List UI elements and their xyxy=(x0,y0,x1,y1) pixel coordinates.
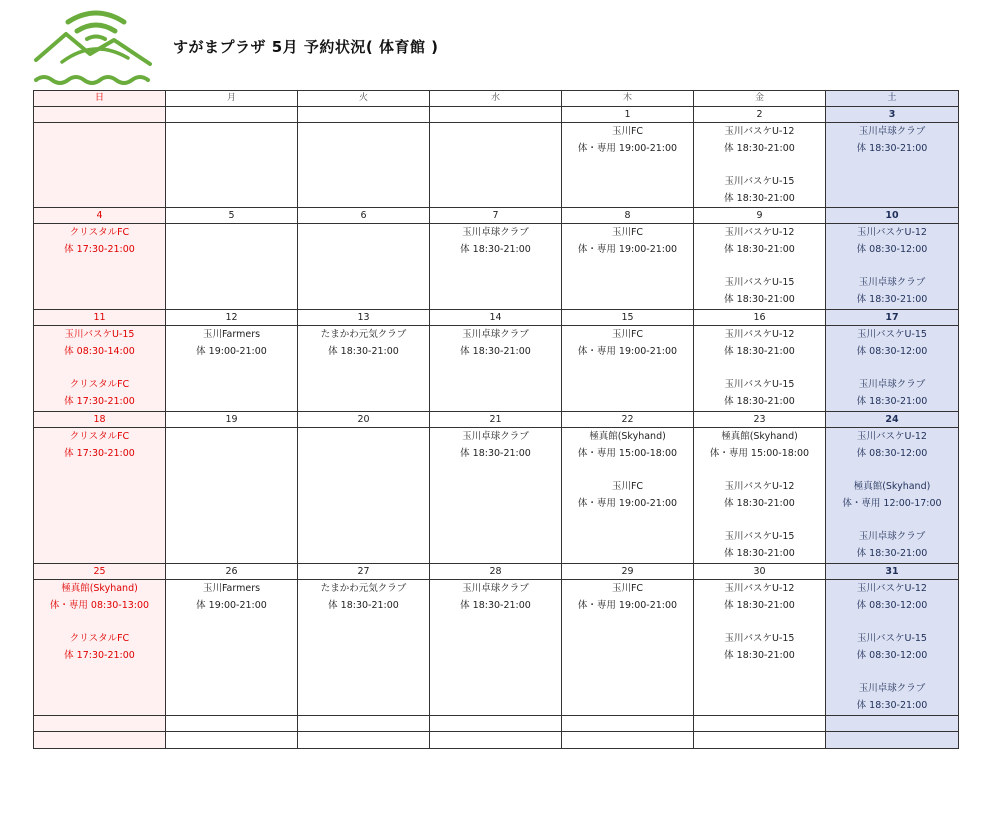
reservation-time: 体 08:30-12:00 xyxy=(856,346,928,357)
day-cell xyxy=(694,326,826,412)
day-cell xyxy=(430,732,562,749)
reservation-time: 体 17:30-21:00 xyxy=(64,396,135,407)
day-number: 3 xyxy=(826,107,959,123)
entry-spacer xyxy=(826,462,958,478)
day-cell xyxy=(166,123,298,208)
reservation-time: 体 18:30-21:00 xyxy=(724,294,795,305)
reservation-group: 玉川バスケU-12 xyxy=(724,227,795,238)
day-cell xyxy=(166,580,298,716)
reservation-time: 体 18:30-21:00 xyxy=(724,346,795,357)
reservation-time: 体・専用 19:00-21:00 xyxy=(577,143,678,154)
day-cell xyxy=(430,428,562,564)
day-number: 14 xyxy=(430,310,562,326)
day-cell xyxy=(826,732,959,749)
reservation-time: 体 17:30-21:00 xyxy=(64,448,135,459)
day-cell xyxy=(34,326,166,412)
weekday-header: 日 xyxy=(34,91,166,107)
date-number-row xyxy=(34,107,959,123)
reservation-time: 体 19:00-21:00 xyxy=(196,346,267,357)
reservation-time: 体 08:30-12:00 xyxy=(856,600,928,611)
day-number: 8 xyxy=(562,208,694,224)
reservation-time: 体 08:30-12:00 xyxy=(856,650,928,661)
reservation-group: クリスタルFC xyxy=(69,431,130,442)
date-number-row xyxy=(34,310,959,326)
day-number: 29 xyxy=(562,564,694,580)
day-number: 5 xyxy=(166,208,298,224)
day-cell xyxy=(166,326,298,412)
reservation-group: 玉川卓球クラブ xyxy=(858,277,926,288)
reservation-group: 玉川FC xyxy=(611,583,644,594)
day-number: 26 xyxy=(166,564,298,580)
reservation-time: 体 18:30-21:00 xyxy=(460,600,531,611)
reservation-row xyxy=(34,224,959,310)
reservation-group: 玉川卓球クラブ xyxy=(858,379,926,390)
weekday-header: 水 xyxy=(430,91,562,107)
reservation-time: 体 18:30-21:00 xyxy=(724,548,795,559)
reservation-time: 体 08:30-12:00 xyxy=(856,244,928,255)
weekday-header-row xyxy=(34,91,959,107)
date-number-row xyxy=(34,412,959,428)
reservation-group: 玉川バスケU-15 xyxy=(724,633,795,644)
day-number: 23 xyxy=(694,412,826,428)
day-cell xyxy=(34,732,166,749)
calendar-body xyxy=(34,107,959,749)
reservation-group: 玉川バスケU-15 xyxy=(724,277,795,288)
day-number: 21 xyxy=(430,412,562,428)
day-cell xyxy=(166,732,298,749)
day-cell xyxy=(562,732,694,749)
day-cell xyxy=(694,224,826,310)
day-cell xyxy=(298,224,430,310)
day-number: 12 xyxy=(166,310,298,326)
day-cell xyxy=(166,224,298,310)
plaza-logo xyxy=(32,8,156,90)
day-cell xyxy=(298,580,430,716)
entry-spacer xyxy=(562,462,693,478)
reservation-group: 玉川バスケU-12 xyxy=(724,126,795,137)
day-number: 19 xyxy=(166,412,298,428)
reservation-group: 玉川卓球クラブ xyxy=(462,329,529,340)
reservation-time: 体 17:30-21:00 xyxy=(64,244,135,255)
day-number: 20 xyxy=(298,412,430,428)
day-cell xyxy=(826,580,959,716)
reservation-group: 玉川FC xyxy=(611,329,644,340)
day-cell xyxy=(562,580,694,716)
reservation-time: 体 18:30-21:00 xyxy=(856,294,928,305)
reservation-group: 玉川Farmers xyxy=(202,583,261,594)
reservation-time: 体 18:30-21:00 xyxy=(724,396,795,407)
day-cell xyxy=(826,326,959,412)
reservation-time: 体 18:30-21:00 xyxy=(724,244,795,255)
reservation-group: 玉川バスケU-15 xyxy=(64,329,135,340)
day-number xyxy=(166,716,298,732)
reservation-group: 玉川バスケU-15 xyxy=(857,633,927,644)
reservation-group: 玉川卓球クラブ xyxy=(462,431,529,442)
day-cell xyxy=(430,123,562,208)
day-number: 31 xyxy=(826,564,959,580)
page-title: すがまプラザ 5月 予約状況( 体育館 ) xyxy=(173,38,439,56)
day-cell xyxy=(166,428,298,564)
day-cell xyxy=(34,224,166,310)
reservation-time: 体 18:30-21:00 xyxy=(856,700,928,711)
reservation-time: 体 18:30-21:00 xyxy=(856,396,928,407)
day-number: 24 xyxy=(826,412,959,428)
entry-spacer xyxy=(826,664,958,680)
day-number: 15 xyxy=(562,310,694,326)
entry-spacer xyxy=(34,360,165,376)
day-number: 7 xyxy=(430,208,562,224)
reservation-time: 体・専用 15:00-18:00 xyxy=(577,448,678,459)
reservation-group: 玉川バスケU-15 xyxy=(857,329,927,340)
reservation-group: クリスタルFC xyxy=(69,633,130,644)
entry-spacer xyxy=(694,512,825,528)
weekday-header: 木 xyxy=(562,91,694,107)
day-cell xyxy=(826,123,959,208)
reservation-time: 体 19:00-21:00 xyxy=(196,600,267,611)
day-number: 18 xyxy=(34,412,166,428)
reservation-time: 体・専用 08:30-13:00 xyxy=(49,600,150,611)
reservation-group: たまかわ元気クラブ xyxy=(320,329,407,340)
reservation-time: 体 18:30-21:00 xyxy=(328,600,399,611)
reservation-row xyxy=(34,732,959,749)
day-number: 1 xyxy=(562,107,694,123)
entry-spacer xyxy=(694,614,825,630)
day-cell xyxy=(34,428,166,564)
day-number xyxy=(166,107,298,123)
day-number xyxy=(34,107,166,123)
reservation-group: 玉川FC xyxy=(611,126,644,137)
day-cell xyxy=(562,224,694,310)
day-cell xyxy=(826,428,959,564)
day-number: 2 xyxy=(694,107,826,123)
day-number: 28 xyxy=(430,564,562,580)
day-number: 6 xyxy=(298,208,430,224)
reservation-row xyxy=(34,123,959,208)
reservation-group: 玉川卓球クラブ xyxy=(462,583,529,594)
day-number: 30 xyxy=(694,564,826,580)
weekday-header: 月 xyxy=(166,91,298,107)
reservation-time: 体 18:30-21:00 xyxy=(460,346,531,357)
reservation-group: 玉川FC xyxy=(611,227,644,238)
day-cell xyxy=(34,123,166,208)
reservation-time: 体・専用 19:00-21:00 xyxy=(577,244,678,255)
reservation-time: 体 18:30-21:00 xyxy=(856,548,928,559)
reservation-time: 体 08:30-14:00 xyxy=(64,346,135,357)
day-number: 11 xyxy=(34,310,166,326)
reservation-group: 極真館(Skyhand) xyxy=(61,583,138,594)
day-cell xyxy=(298,428,430,564)
day-number: 13 xyxy=(298,310,430,326)
reservation-time: 体 18:30-21:00 xyxy=(724,143,795,154)
reservation-time: 体 18:30-21:00 xyxy=(724,600,795,611)
day-number: 10 xyxy=(826,208,959,224)
reservation-row xyxy=(34,326,959,412)
entry-spacer xyxy=(826,512,958,528)
reservation-time: 体 17:30-21:00 xyxy=(64,650,135,661)
reservation-group: 玉川卓球クラブ xyxy=(858,126,926,137)
entry-spacer xyxy=(34,614,165,630)
reservation-group: 玉川バスケU-15 xyxy=(724,176,795,187)
day-number xyxy=(298,716,430,732)
reservation-group: 極真館(Skyhand) xyxy=(721,431,798,442)
day-cell xyxy=(694,123,826,208)
day-cell xyxy=(694,428,826,564)
entry-spacer xyxy=(826,614,958,630)
entry-spacer xyxy=(694,157,825,173)
reservation-time: 体・専用 15:00-18:00 xyxy=(709,448,810,459)
reservation-group: 玉川バスケU-15 xyxy=(724,379,795,390)
reservation-group: 玉川卓球クラブ xyxy=(462,227,529,238)
entry-spacer xyxy=(694,258,825,274)
reservation-time: 体 18:30-21:00 xyxy=(724,498,795,509)
reservation-group: 玉川バスケU-12 xyxy=(857,583,927,594)
reservation-time: 体 18:30-21:00 xyxy=(724,193,795,204)
day-cell xyxy=(562,326,694,412)
day-number: 4 xyxy=(34,208,166,224)
reservation-time: 体 18:30-21:00 xyxy=(724,650,795,661)
reservation-group: クリスタルFC xyxy=(69,227,130,238)
entry-spacer xyxy=(694,360,825,376)
reservation-group: 玉川バスケU-12 xyxy=(724,583,795,594)
day-number: 25 xyxy=(34,564,166,580)
day-cell xyxy=(694,580,826,716)
reservation-time: 体 18:30-21:00 xyxy=(460,244,531,255)
date-number-row xyxy=(34,208,959,224)
day-number: 17 xyxy=(826,310,959,326)
reservation-time: 体・専用 12:00-17:00 xyxy=(842,498,942,509)
reservation-group: 玉川バスケU-12 xyxy=(857,431,927,442)
reservation-calendar xyxy=(33,90,959,749)
day-number xyxy=(694,716,826,732)
entry-spacer xyxy=(826,360,958,376)
day-number xyxy=(34,716,166,732)
entry-spacer xyxy=(694,462,825,478)
day-number xyxy=(298,107,430,123)
day-cell xyxy=(430,580,562,716)
reservation-group: 極真館(Skyhand) xyxy=(589,431,666,442)
date-number-row xyxy=(34,564,959,580)
day-number: 27 xyxy=(298,564,430,580)
reservation-group: 玉川卓球クラブ xyxy=(858,531,926,542)
reservation-group: 玉川バスケU-12 xyxy=(724,481,795,492)
reservation-row xyxy=(34,580,959,716)
reservation-time: 体 18:30-21:00 xyxy=(856,143,928,154)
weekday-header: 土 xyxy=(826,91,959,107)
reservation-group: たまかわ元気クラブ xyxy=(320,583,407,594)
reservation-group: 玉川バスケU-12 xyxy=(857,227,927,238)
reservation-time: 体 18:30-21:00 xyxy=(328,346,399,357)
reservation-group: 玉川バスケU-12 xyxy=(724,329,795,340)
day-number: 9 xyxy=(694,208,826,224)
day-cell xyxy=(562,123,694,208)
day-cell xyxy=(826,224,959,310)
reservation-time: 体 18:30-21:00 xyxy=(460,448,531,459)
day-cell xyxy=(298,732,430,749)
entry-spacer xyxy=(826,258,958,274)
reservation-time: 体・専用 19:00-21:00 xyxy=(577,346,678,357)
day-cell xyxy=(562,428,694,564)
day-cell xyxy=(298,123,430,208)
reservation-time: 体 08:30-12:00 xyxy=(856,448,928,459)
weekday-header: 火 xyxy=(298,91,430,107)
day-cell xyxy=(430,224,562,310)
weekday-header: 金 xyxy=(694,91,826,107)
day-cell xyxy=(34,580,166,716)
reservation-group: 玉川バスケU-15 xyxy=(724,531,795,542)
day-number xyxy=(430,716,562,732)
day-cell xyxy=(298,326,430,412)
reservation-time: 体・専用 19:00-21:00 xyxy=(577,600,678,611)
day-number xyxy=(562,716,694,732)
date-number-row xyxy=(34,716,959,732)
day-number xyxy=(430,107,562,123)
reservation-group: 極真館(Skyhand) xyxy=(853,481,931,492)
reservation-time: 体・専用 19:00-21:00 xyxy=(577,498,678,509)
reservation-group: クリスタルFC xyxy=(69,379,130,390)
reservation-group: 玉川FC xyxy=(611,481,644,492)
day-number: 16 xyxy=(694,310,826,326)
reservation-group: 玉川卓球クラブ xyxy=(858,683,926,694)
reservation-row xyxy=(34,428,959,564)
reservation-group: 玉川Farmers xyxy=(202,329,261,340)
day-cell xyxy=(430,326,562,412)
day-cell xyxy=(694,732,826,749)
day-number xyxy=(826,716,959,732)
day-number: 22 xyxy=(562,412,694,428)
